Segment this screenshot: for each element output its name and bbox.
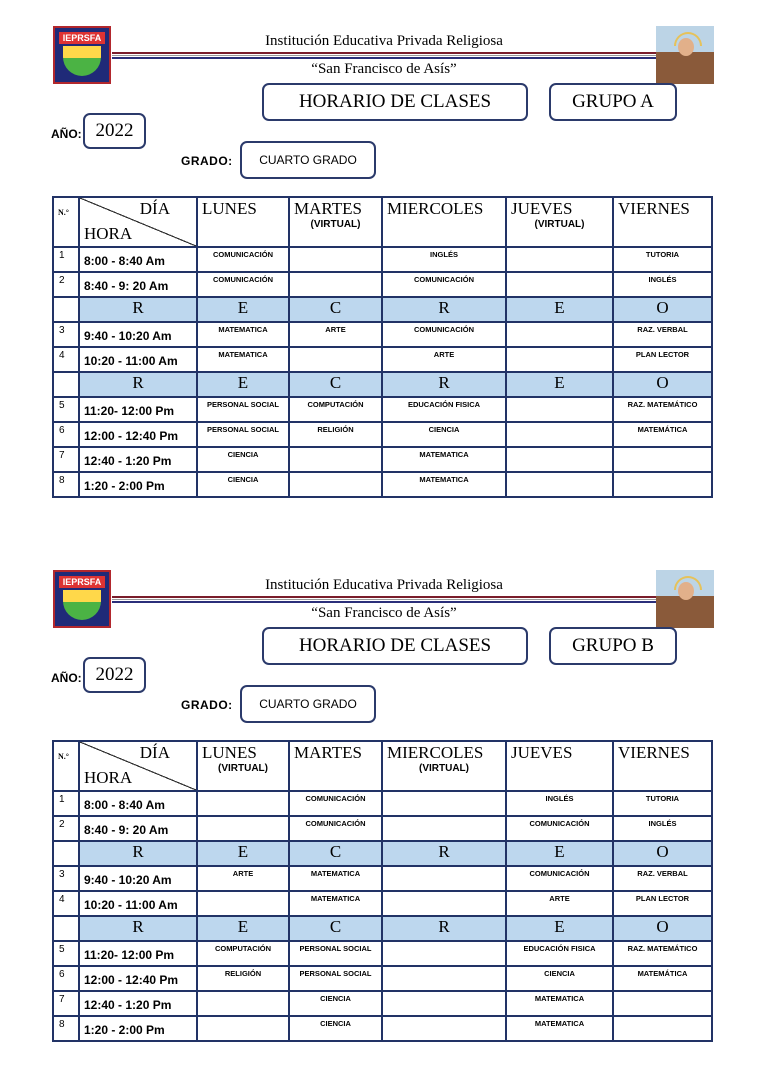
header-rule (112, 52, 656, 59)
period-time: 12:40 - 1:20 Pm (79, 447, 197, 472)
institution-name: Institución Educativa Privada Religiosa (265, 33, 503, 49)
subject-cell: CIENCIA (289, 1016, 382, 1041)
schedule-table (52, 196, 713, 498)
table-row (53, 397, 712, 422)
period-number: 3 (53, 866, 79, 891)
subject-cell: COMUNICACIÓN (289, 791, 382, 816)
year-label: AÑO: (51, 671, 82, 685)
year-value: 2022 (83, 657, 146, 693)
subject-cell (197, 791, 289, 816)
table-row (53, 347, 712, 372)
recreo-letter: C (289, 916, 382, 941)
subject-cell: COMUNICACIÓN (506, 816, 613, 841)
day-name: LUNES (202, 743, 257, 762)
schedule-table (52, 740, 713, 1042)
period-time: 9:40 - 10:20 Am (79, 322, 197, 347)
day-header-lunes (197, 197, 289, 247)
subject-cell (506, 397, 613, 422)
subject-cell: RELIGIÓN (289, 422, 382, 447)
table-row (53, 422, 712, 447)
subject-cell: ARTE (197, 866, 289, 891)
table-row (53, 866, 712, 891)
subject-cell: CIENCIA (382, 422, 506, 447)
subject-cell: COMUNICACIÓN (382, 272, 506, 297)
recreo-row (53, 916, 712, 941)
recreo-row (53, 297, 712, 322)
period-number: 8 (53, 472, 79, 497)
day-name: MARTES (294, 199, 362, 218)
subject-cell (197, 816, 289, 841)
subject-cell: COMUNICACIÓN (289, 816, 382, 841)
subject-cell: TUTORIA (613, 791, 712, 816)
subject-cell: CIENCIA (197, 447, 289, 472)
table-header-row (53, 741, 712, 791)
subject-cell: EDUCACIÓN FISICA (506, 941, 613, 966)
period-number: 4 (53, 347, 79, 372)
subject-cell (506, 247, 613, 272)
header-rule (112, 596, 656, 603)
saint-francis-image (656, 26, 714, 84)
hour-header-label: HORA (84, 224, 133, 243)
day-name: LUNES (202, 199, 257, 218)
table-row (53, 472, 712, 497)
day-header-label: DÍA (139, 743, 170, 762)
table-row (53, 272, 712, 297)
recreo-letter: E (506, 841, 613, 866)
table-row (53, 941, 712, 966)
period-time: 1:20 - 2:00 Pm (79, 1016, 197, 1041)
subject-cell: INGLÉS (613, 272, 712, 297)
virtual-tag: (VIRTUAL) (310, 219, 361, 230)
schedule-sheet-1 (0, 0, 768, 540)
subject-cell (382, 891, 506, 916)
day-header-viernes (613, 197, 712, 247)
period-time: 12:00 - 12:40 Pm (79, 422, 197, 447)
subject-cell: MATEMATICA (382, 472, 506, 497)
subject-cell (382, 816, 506, 841)
subject-cell: CIENCIA (197, 472, 289, 497)
period-time: 11:20- 12:00 Pm (79, 397, 197, 422)
subject-cell (382, 941, 506, 966)
recreo-letter: R (382, 297, 506, 322)
day-name: VIERNES (618, 199, 690, 218)
schedule-title: HORARIO DE CLASES (262, 627, 528, 665)
subject-cell (506, 322, 613, 347)
recreo-blank-cell (53, 297, 79, 322)
period-time: 12:00 - 12:40 Pm (79, 966, 197, 991)
subject-cell: MATEMÁTICA (613, 966, 712, 991)
subject-cell (506, 447, 613, 472)
period-time: 8:40 - 9: 20 Am (79, 816, 197, 841)
table-row (53, 816, 712, 841)
recreo-blank-cell (53, 372, 79, 397)
recreo-letter: R (79, 297, 197, 322)
day-name: MARTES (294, 743, 362, 762)
subject-cell: PERSONAL SOCIAL (197, 397, 289, 422)
school-logo (53, 570, 111, 628)
period-time: 1:20 - 2:00 Pm (79, 472, 197, 497)
recreo-letter: E (197, 841, 289, 866)
table-row (53, 1016, 712, 1041)
day-hour-header (79, 197, 197, 247)
subject-cell (506, 422, 613, 447)
year-label: AÑO: (51, 127, 82, 141)
group-label: GRUPO B (549, 627, 677, 665)
virtual-tag: (VIRTUAL) (534, 219, 585, 230)
recreo-blank-cell (53, 841, 79, 866)
subject-cell: CIENCIA (289, 991, 382, 1016)
day-name: JUEVES (511, 199, 573, 218)
subject-cell: COMPUTACIÓN (197, 941, 289, 966)
period-number: 7 (53, 447, 79, 472)
subject-cell: INGLÉS (382, 247, 506, 272)
period-number: 7 (53, 991, 79, 1016)
period-time: 12:40 - 1:20 Pm (79, 991, 197, 1016)
subject-cell: TUTORIA (613, 247, 712, 272)
subject-cell (197, 1016, 289, 1041)
period-number: 2 (53, 816, 79, 841)
subject-cell: PERSONAL SOCIAL (197, 422, 289, 447)
grade-value: CUARTO GRADO (240, 685, 376, 723)
column-header-number: N.° (53, 197, 79, 247)
subject-cell: PERSONAL SOCIAL (289, 941, 382, 966)
subject-cell (382, 866, 506, 891)
subject-cell: INGLÉS (613, 816, 712, 841)
day-name: MIERCOLES (387, 199, 484, 218)
recreo-letter: E (197, 297, 289, 322)
subject-cell: ARTE (382, 347, 506, 372)
subject-cell (613, 1016, 712, 1041)
period-time: 8:00 - 8:40 Am (79, 791, 197, 816)
table-row (53, 447, 712, 472)
virtual-tag: (VIRTUAL) (218, 763, 268, 774)
recreo-letter: R (382, 916, 506, 941)
day-header-jueves (506, 197, 613, 247)
logo-text: IEPRSFA (59, 576, 105, 588)
subject-cell: MATEMATICA (506, 991, 613, 1016)
subject-cell (613, 447, 712, 472)
period-number: 2 (53, 272, 79, 297)
subject-cell (382, 966, 506, 991)
subject-cell: MATEMATICA (197, 347, 289, 372)
subject-cell (506, 472, 613, 497)
subject-cell: MATEMATICA (289, 891, 382, 916)
recreo-letter: E (506, 372, 613, 397)
recreo-blank-cell (53, 916, 79, 941)
schedule-sheet-2 (0, 544, 768, 1084)
recreo-letter: O (613, 297, 712, 322)
face-icon (678, 582, 694, 600)
shield-icon (63, 590, 101, 620)
table-row (53, 247, 712, 272)
period-number: 1 (53, 247, 79, 272)
day-name: JUEVES (511, 743, 573, 762)
shield-icon (63, 46, 101, 76)
subject-cell: RAZ. VERBAL (613, 322, 712, 347)
recreo-letter: R (79, 372, 197, 397)
institution-motto: “San Francisco de Asís” (311, 61, 457, 77)
day-header-martes (289, 197, 382, 247)
table-row (53, 991, 712, 1016)
day-name: MIERCOLES (387, 743, 484, 762)
period-time: 11:20- 12:00 Pm (79, 941, 197, 966)
period-time: 8:00 - 8:40 Am (79, 247, 197, 272)
subject-cell: COMPUTACIÓN (289, 397, 382, 422)
subject-cell (382, 1016, 506, 1041)
subject-cell (506, 347, 613, 372)
day-header-viernes (613, 741, 712, 791)
period-number: 4 (53, 891, 79, 916)
recreo-row (53, 841, 712, 866)
recreo-letter: E (506, 297, 613, 322)
institution-motto: “San Francisco de Asís” (311, 605, 457, 621)
recreo-letter: R (382, 372, 506, 397)
period-number: 1 (53, 791, 79, 816)
recreo-letter: R (79, 841, 197, 866)
period-number: 6 (53, 966, 79, 991)
period-time: 10:20 - 11:00 Am (79, 347, 197, 372)
subject-cell: RAZ. MATEMÁTICO (613, 941, 712, 966)
period-time: 9:40 - 10:20 Am (79, 866, 197, 891)
period-number: 8 (53, 1016, 79, 1041)
subject-cell (289, 347, 382, 372)
day-name: VIERNES (618, 743, 690, 762)
face-icon (678, 38, 694, 56)
subject-cell (382, 791, 506, 816)
period-time: 10:20 - 11:00 Am (79, 891, 197, 916)
column-header-number: N.° (53, 741, 79, 791)
table-row (53, 791, 712, 816)
recreo-letter: C (289, 841, 382, 866)
grade-label: GRADO: (181, 698, 233, 712)
subject-cell: PLAN LECTOR (613, 347, 712, 372)
recreo-letter: C (289, 372, 382, 397)
day-hour-header (79, 741, 197, 791)
grade-label: GRADO: (181, 154, 233, 168)
subject-cell: RAZ. VERBAL (613, 866, 712, 891)
day-header-martes (289, 741, 382, 791)
subject-cell: COMUNICACIÓN (197, 247, 289, 272)
recreo-letter: R (79, 916, 197, 941)
subject-cell (289, 472, 382, 497)
subject-cell: COMUNICACIÓN (506, 866, 613, 891)
recreo-letter: E (506, 916, 613, 941)
subject-cell (289, 247, 382, 272)
saint-francis-image (656, 570, 714, 628)
subject-cell: ARTE (506, 891, 613, 916)
subject-cell: PERSONAL SOCIAL (289, 966, 382, 991)
grade-value: CUARTO GRADO (240, 141, 376, 179)
recreo-letter: E (197, 916, 289, 941)
schedule-title: HORARIO DE CLASES (262, 83, 528, 121)
day-header-jueves (506, 741, 613, 791)
period-time: 8:40 - 9: 20 Am (79, 272, 197, 297)
recreo-letter: E (197, 372, 289, 397)
hour-header-label: HORA (84, 768, 133, 787)
subject-cell: INGLÉS (506, 791, 613, 816)
logo-text: IEPRSFA (59, 32, 105, 44)
subject-cell (197, 991, 289, 1016)
recreo-letter: C (289, 297, 382, 322)
recreo-letter: O (613, 916, 712, 941)
subject-cell (613, 991, 712, 1016)
virtual-tag: (VIRTUAL) (419, 763, 469, 774)
subject-cell: MATEMÁTICA (613, 422, 712, 447)
recreo-letter: O (613, 372, 712, 397)
subject-cell (382, 991, 506, 1016)
school-logo (53, 26, 111, 84)
day-header-lunes (197, 741, 289, 791)
period-number: 5 (53, 941, 79, 966)
day-header-label: DÍA (139, 199, 170, 218)
recreo-letter: R (382, 841, 506, 866)
subject-cell: RAZ. MATEMÁTICO (613, 397, 712, 422)
table-header-row (53, 197, 712, 247)
subject-cell (289, 447, 382, 472)
year-value: 2022 (83, 113, 146, 149)
table-row (53, 891, 712, 916)
recreo-row (53, 372, 712, 397)
subject-cell: COMUNICACIÓN (197, 272, 289, 297)
subject-cell (289, 272, 382, 297)
subject-cell (506, 272, 613, 297)
institution-name: Institución Educativa Privada Religiosa (265, 577, 503, 593)
subject-cell: CIENCIA (506, 966, 613, 991)
period-number: 5 (53, 397, 79, 422)
period-number: 3 (53, 322, 79, 347)
subject-cell: MATEMATICA (197, 322, 289, 347)
recreo-letter: O (613, 841, 712, 866)
day-header-miercoles (382, 741, 506, 791)
table-row (53, 322, 712, 347)
group-label: GRUPO A (549, 83, 677, 121)
subject-cell: MATEMATICA (289, 866, 382, 891)
period-number: 6 (53, 422, 79, 447)
subject-cell (197, 891, 289, 916)
subject-cell: MATEMATICA (382, 447, 506, 472)
subject-cell: COMUNICACIÓN (382, 322, 506, 347)
day-header-miercoles (382, 197, 506, 247)
subject-cell: ARTE (289, 322, 382, 347)
table-row (53, 966, 712, 991)
subject-cell: EDUCACIÓN FISICA (382, 397, 506, 422)
subject-cell: MATEMATICA (506, 1016, 613, 1041)
subject-cell: RELIGIÓN (197, 966, 289, 991)
subject-cell: PLAN LECTOR (613, 891, 712, 916)
subject-cell (613, 472, 712, 497)
